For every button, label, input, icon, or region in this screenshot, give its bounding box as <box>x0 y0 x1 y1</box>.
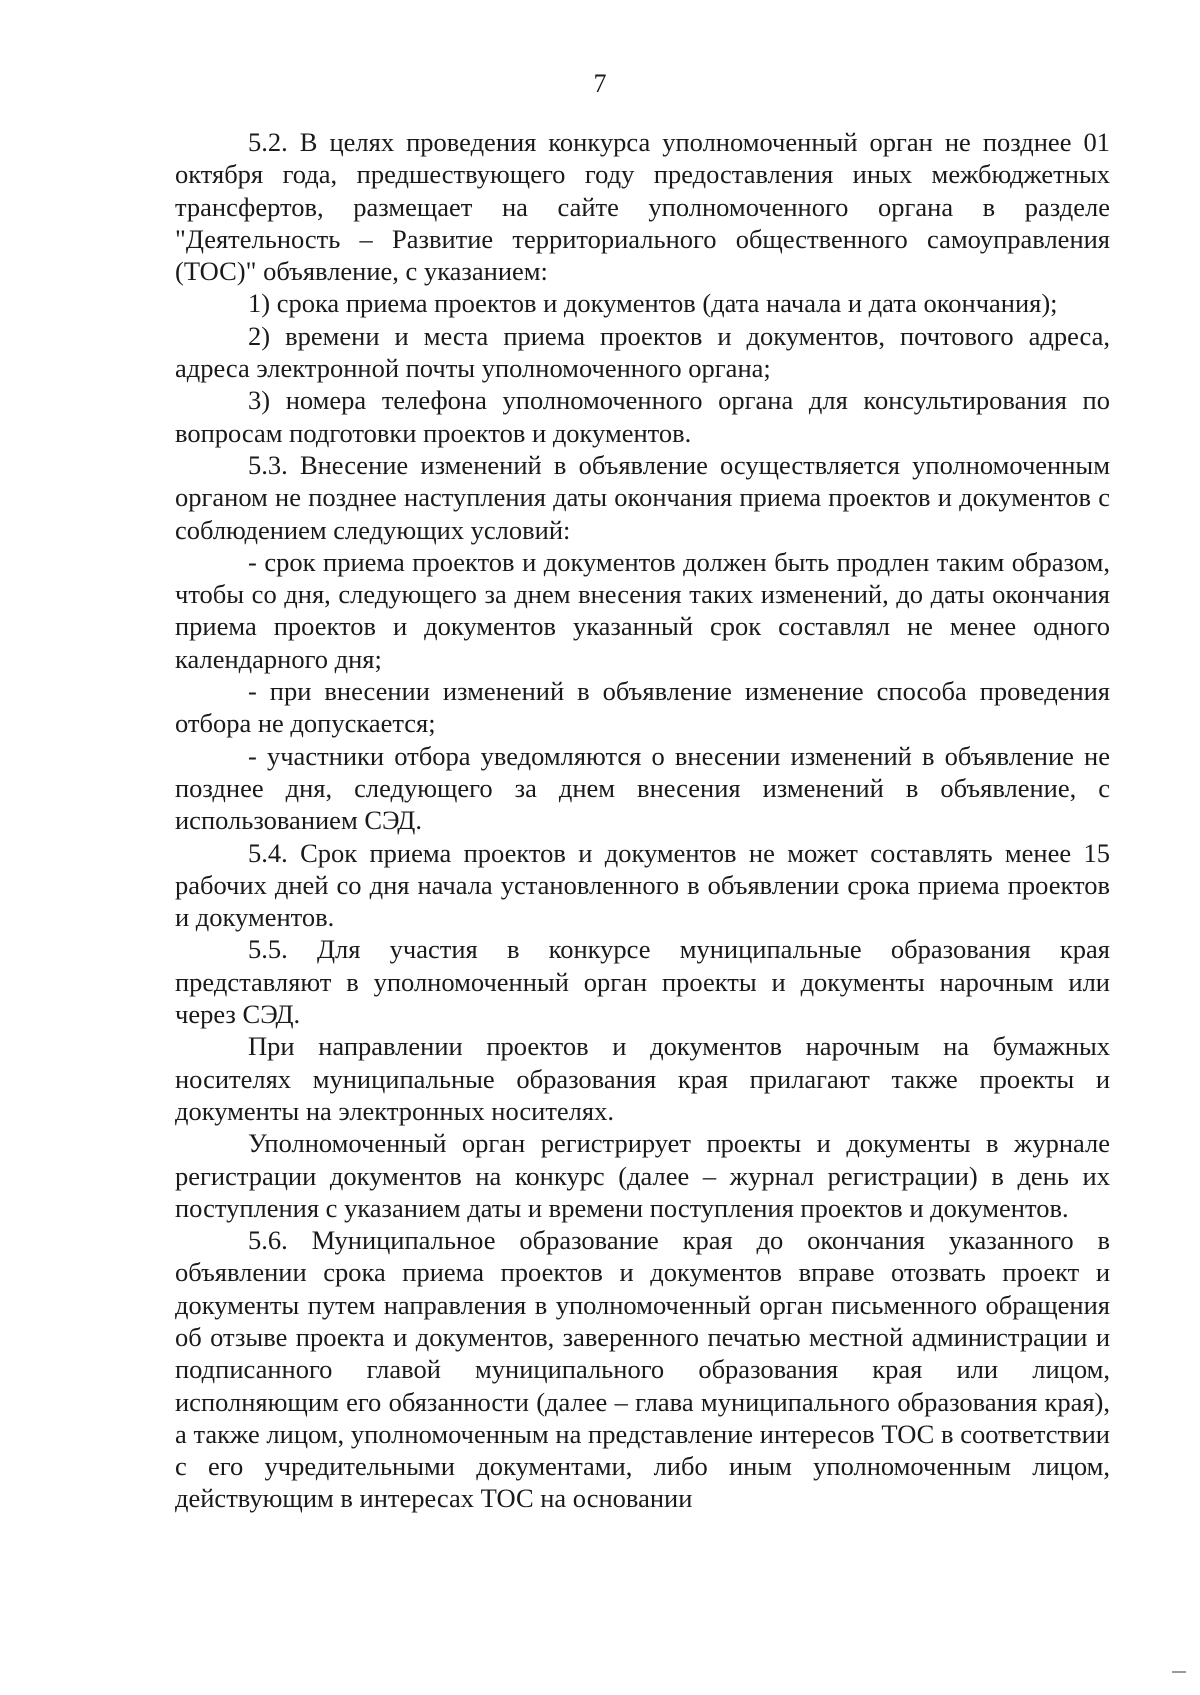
condition-item-3: - участники отбора уведомляются о внесении изменений в объявление не позднее дня, следующего за днем внесения изменений в объявление, с использованием СЭД. <box>175 740 1110 836</box>
paragraph-registration: Уполномоченный орган регистрирует проекты и документы в журнале регистрации документов на конкурс (далее – журнал регистрации) в день их поступления с указанием даты и времени поступления проектов и документов. <box>175 1128 1110 1223</box>
document-body <box>175 126 1110 1515</box>
list-item-3: 3) номера телефона уполномоченного органа для консультирования по вопросам подготовки проектов и документов. <box>175 385 1110 448</box>
paragraph-5-2: 5.2. В целях проведения конкурса уполномоченный орган не позднее 01 октября года, предшествующего году предоставления иных межбюджетных трансфертов, размещает на сайте уполномоченного органа в разделе "Деятельность – Развитие территориального общественного самоуправления (ТОС)" объявление, с указанием: <box>175 127 1110 287</box>
list-item-2: 2) времени и места приема проектов и документов, почтового адреса, адреса электронной почты уполномоченного органа; <box>175 320 1110 384</box>
paragraph-5-4: 5.4. Срок приема проектов и документов не может составлять менее 15 рабочих дней со дня начала установленного в объявлении срока приема проектов и документов. <box>175 837 1110 933</box>
paragraph-5-5: 5.5. Для участия в конкурсе муниципальные образования края представляют в уполномоченный орган проекты и документы нарочным или через СЭД. <box>175 934 1110 1030</box>
scan-edge-mark <box>1172 1671 1186 1673</box>
condition-item-1: - срок приема проектов и документов должен быть продлен таким образом, чтобы со дня, следующего за днем внесения таких изменений, до даты окончания приема проектов и документов указанный срок составлял не менее одного календарного дня; <box>175 546 1110 674</box>
list-item-1: 1) срока приема проектов и документов (дата начала и дата окончания); <box>248 288 1058 319</box>
condition-item-2: - при внесении изменений в объявление изменение способа проведения отбора не допускается; <box>175 676 1110 739</box>
paragraph-paper-submission: При направлении проектов и документов нарочным на бумажных носителях муниципальные образования края прилагают также проекты и документы на электронных носителях. <box>175 1031 1110 1126</box>
paragraph-5-3: 5.3. Внесение изменений в объявление осуществляется уполномоченным органом не позднее наступления даты окончания приема проектов и документов с соблюдением следующих условий: <box>175 449 1110 545</box>
page-number: 7 <box>593 69 607 98</box>
paragraph-5-6: 5.6. Муниципальное образование края до окончания указанного в объявлении срока приема проектов и документов вправе отозвать проект и документы путем направления в уполномоченный орган письменного обращения об отзыве проекта и документов, заверенного печатью местной администрации и подписанного главой муниципального образования края или лицом, исполняющим его обязанности (далее – глава муниципального образования края), а также лицом, уполномоченным на представление интересов ТОС в соответствии с его учредительными документами, либо иным уполномоченным лицом, действующим в интересах ТОС на основании <box>175 1225 1110 1514</box>
